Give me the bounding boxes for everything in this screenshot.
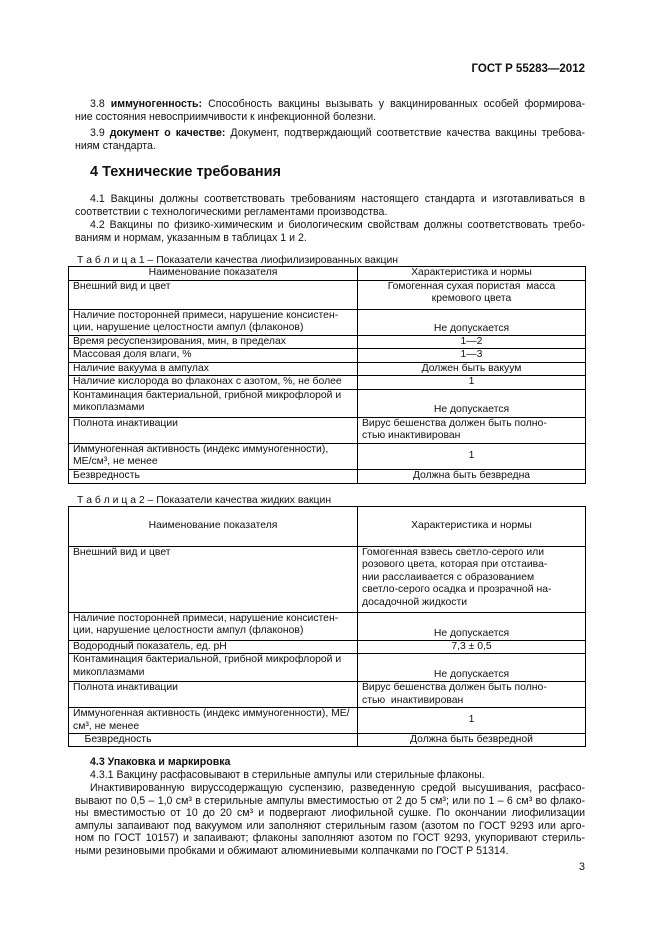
- table-row: [69, 362, 586, 375]
- table2-caption: Т а б л и ц а 2 – Показатели качества жидких вакцин: [77, 495, 332, 506]
- table-row: [69, 389, 586, 417]
- norm-value-cell: 7,3 ± 0,5: [358, 641, 586, 654]
- table-row: [69, 336, 586, 349]
- norm-value-cell: Должен быть вакуум: [358, 362, 586, 375]
- table1: [68, 266, 586, 484]
- definition-3-8: [75, 98, 585, 123]
- paragraph-line: 4.2 Вакцины по физико-химическим и биологическим свойствам должны соответствовать требо-: [90, 219, 585, 231]
- indicator-name-cell: Иммуногенная активность (индекс иммуногенности), МЕ/см³, не менее: [69, 443, 358, 469]
- definition-number: 3.8: [90, 98, 105, 110]
- paragraph-line: ампулы запаивают под вакуумом или заполняют стерильным газом (азотом по ГОСТ 9293 или арго-: [75, 819, 585, 832]
- norm-value-cell: Не допускается: [358, 613, 586, 641]
- norm-value-cell: Гомогенная сухая пористая масса кремового цвета: [358, 281, 586, 310]
- definition-text: Документ, подтверждающий соответствие качества вакцины требова-: [230, 127, 585, 139]
- table-row: [69, 281, 586, 310]
- definition-term: документ о качестве:: [109, 127, 226, 139]
- page-number: 3: [578, 861, 585, 873]
- paragraph-line: 4.1 Вакцины должны соответствовать требованиям настоящего стандарта и изготавливаться в: [90, 193, 585, 205]
- paragraph-line: соответствии с технологическими регламентами производства.: [75, 205, 388, 218]
- column-header: Наименование показателя: [69, 267, 358, 281]
- norm-value-cell: Не допускается: [358, 310, 586, 336]
- paragraph-4-3-1: [75, 769, 585, 782]
- definition-term: иммуногенность:: [110, 98, 203, 110]
- norm-value-cell: 1—3: [358, 349, 586, 362]
- table-row: [69, 310, 586, 336]
- norm-value-cell: Должна быть безвредна: [358, 469, 586, 483]
- table-row: [69, 734, 586, 747]
- table-header-row: [69, 267, 586, 281]
- indicator-name-cell: Внешний вид и цвет: [69, 281, 358, 310]
- norm-value-cell: Должна быть безвредной: [358, 734, 586, 747]
- paragraph-line: ны вместимостью от 10 до 20 см³ и подвергают лиофильной сушке. По окончании лиофилизации: [75, 807, 585, 820]
- definition-line: [75, 127, 585, 140]
- indicator-name-cell: Контаминация бактериальной, грибной микрофлорой и микоплазмами: [69, 654, 358, 682]
- table-row: [69, 654, 586, 682]
- indicator-name-cell: Полнота инактивации: [69, 417, 358, 443]
- table-row: [69, 417, 586, 443]
- indicator-name-cell: Внешний вид и цвет: [69, 547, 358, 613]
- definition-3-9: [75, 127, 585, 152]
- indicator-name-cell: Контаминация бактериальной, грибной микрофлорой и микоплазмами: [69, 389, 358, 417]
- table-row: [69, 443, 586, 469]
- section-heading: 4 Технические требования: [90, 164, 282, 180]
- norm-value-cell: 1: [358, 376, 586, 389]
- norm-value-cell: Вирус бешенства должен быть полно- стью инактивирован: [358, 417, 586, 443]
- table-row: [69, 641, 586, 654]
- definition-text: Способность вакцины вызывать у вакцинированных особей формирова-: [208, 98, 585, 110]
- table-header-row: [69, 507, 586, 547]
- column-header: Характеристика и нормы: [358, 507, 586, 547]
- norm-value-cell: Гомогенная взвесь светло-серого или розового цвета, которая при отстаива- нии расслаивается с образованием светло-серого осадка и прозрачной на- досадочной жидкости: [358, 547, 586, 613]
- norm-value-cell: 1—2: [358, 336, 586, 349]
- norm-value-cell: 1: [358, 443, 586, 469]
- paragraph-line: 4.3.1 Вакцину расфасовывают в стерильные ампулы или стерильные флаконы.: [90, 769, 485, 781]
- table-row: [69, 376, 586, 389]
- indicator-name-cell: Наличие кислорода во флаконах с азотом, %, не более: [69, 376, 358, 389]
- definition-line: ние состояния невосприимчивости к инфекционной болезни.: [75, 110, 377, 123]
- indicator-name-cell: Наличие посторонней примеси, нарушение консистен- ции, нарушение целостности ампул (флаконов): [69, 310, 358, 336]
- norm-value-cell: Не допускается: [358, 654, 586, 682]
- indicator-name-cell: Водородный показатель, ед. рН: [69, 641, 358, 654]
- norm-value-cell: Не допускается: [358, 389, 586, 417]
- definition-number: 3.9: [90, 127, 105, 139]
- paragraph-4-3-1-cont: [75, 782, 585, 858]
- paragraph-line: ваниям и нормам, указанным в таблицах 1 и 2.: [75, 231, 307, 244]
- table-row: [69, 547, 586, 613]
- paragraph-4-2: [75, 219, 585, 244]
- column-header: Характеристика и нормы: [358, 267, 586, 281]
- indicator-name-cell: Наличие посторонней примеси, нарушение консистен- ции, нарушение целостности ампул (флаконов): [69, 613, 358, 641]
- column-header: Наименование показателя: [69, 507, 358, 547]
- paragraph-line: Инактивированную вируссодержащую суспензию, разведенную средой высушивания, расфасо-: [90, 782, 585, 794]
- indicator-name-cell: Полнота инактивации: [69, 682, 358, 708]
- table2: [68, 506, 586, 747]
- norm-value-cell: 1: [358, 708, 586, 734]
- indicator-name-cell: Безвредность: [69, 734, 358, 747]
- table-row: [69, 708, 586, 734]
- indicator-name-cell: Массовая доля влаги, %: [69, 349, 358, 362]
- paragraph-line: ном по ГОСТ 10157) и запаивают; флаконы заполняют азотом по ГОСТ 9293, укупоривают стериль-: [75, 832, 585, 845]
- table-row: [69, 682, 586, 708]
- document-id-header: ГОСТ Р 55283—2012: [471, 63, 585, 75]
- table-row: [69, 469, 586, 483]
- indicator-name-cell: Время ресуспензирования, мин, в пределах: [69, 336, 358, 349]
- table-row: [69, 613, 586, 641]
- definition-line: ниям стандарта.: [75, 139, 156, 152]
- paragraph-line: ными резиновыми пробками и обжимают алюминиевыми колпачками по ГОСТ Р 51314.: [75, 844, 509, 857]
- definition-line: [75, 98, 585, 111]
- paragraph-4-1: [75, 193, 585, 218]
- table1-caption: Т а б л и ц а 1 – Показатели качества лиофилизированных вакцин: [77, 255, 399, 266]
- norm-value-cell: Вирус бешенства должен быть полно- стью инактивирован: [358, 682, 586, 708]
- table-row: [69, 349, 586, 362]
- indicator-name-cell: Иммуногенная активность (индекс иммуногенности), МЕ/ см³, не менее: [69, 708, 358, 734]
- indicator-name-cell: Безвредность: [69, 469, 358, 483]
- paragraph-line: вывают по 0,5 – 1,0 см³ в стерильные ампулы вместимостью от 2 до 5 см³; или по 1 – 6 см³ во флако-: [75, 794, 585, 807]
- indicator-name-cell: Наличие вакуума в ампулах: [69, 362, 358, 375]
- subsection-heading: 4.3 Упаковка и маркировка: [90, 756, 231, 768]
